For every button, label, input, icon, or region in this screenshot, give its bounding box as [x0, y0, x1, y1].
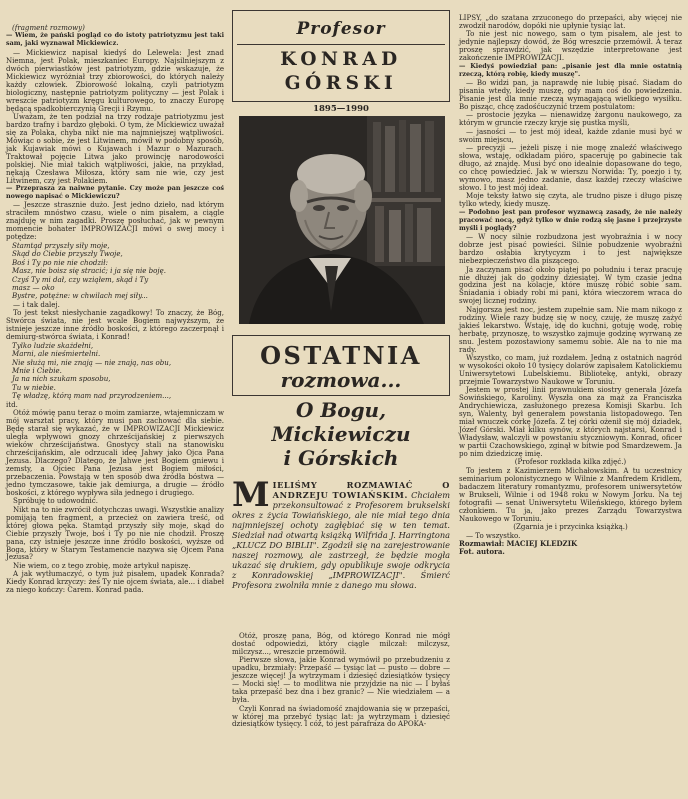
subtitle-line-1: O Bogu,	[295, 398, 387, 422]
verse-line: Tę władzę, którą mam nad przyrodzeniem...,	[12, 391, 172, 401]
paragraph: To nie jest nic nowego, sam o tym pisałem, ale jest to jedynie najlepszy dowód, że Bóg wreszcie przemówił. A teraz proszę sprawdzić, jak wszędzie interpretowane jest zakończenie IMPROWIZACJI.	[459, 29, 682, 63]
title-main: OSTATNIA	[260, 341, 422, 370]
question-paragraph: — Wiem, że pański pogląd co do istoty patriotyzmu jest taki sam, jaki wyznawał Mickiewicz.	[6, 31, 224, 48]
lead-caps: IELIŚMY ROZMAWIAĆ O ANDRZEJU TOWIAŃSKIM.	[272, 480, 450, 500]
verse-line: Boś i Ty po nie nie chodził:	[12, 257, 108, 267]
header-last-name: GÓRSKI	[284, 73, 398, 94]
paragraph: (Profesor rozkłada kilka zdjęć.)	[514, 457, 627, 467]
paragraph: — Mickiewicz napisał kiedyś do Lelewela: Jest znad Niemna, jest Polak, mieszkaniec Europy. Najsilniejszym z dwóch pierwiastków jest patriotyzm, gdzie wskazuje, że Mickiewicz wyróżniał trzy zbiorowości, do których należy każdy człowiek. Zbiorowość lokalną, czyli patriotyzm biologiczny, następnie patriotyzm polityczny — jest Polak i wreszcie patriotyzm kręgu kulturowego, to znaczy Europę będącą spadkobierczynią Grecji i Rzymu.	[6, 47, 224, 113]
paragraph: itd.	[6, 399, 18, 409]
lead-text: Chciałem przekonsultować z Profesorem brukselski okres z życia Towiańskiego, ale nie miał tego dnia najmniejszej ochoty zagłębiać się w ten temat. Siedział nad otwartą książką Wilfrida J. Harringtona „KLUCZ DO BIBLII". Zgodził się na zarejestrowanie naszej rozmowy, ale zastrzegł, że będzie mogła ukazać się drukiem, gdy opublikuje swoje odkrycia z Konradowskiej „IMPROWIZACJI". Śmierć Profesora zwolniła mnie z danego mu słowa.	[232, 490, 451, 590]
paragraph: Nie wiem, co z tego zrobię, może artykuł napiszę.	[13, 560, 191, 570]
paragraph: To jestem z Kazimierzem Michałowskim. A tu uczestnicy seminarium polonistycznego w Wilnie z Manfredem Kridlem, badaczem literatury romantyzmu, profesorem uniwersytetów w Brukseli, Wilnie i od 1948 roku w Nowym Jorku. Na tej fotografii — senat Uniwersytetu Wileńskiego, którego byłem członkiem. Tu ja, jako prezes Zarządu Towarzystwa Naukowego w Toruniu.	[459, 465, 682, 523]
paragraph: — i tak dalej.	[13, 299, 60, 309]
lead-paragraph	[232, 475, 451, 590]
subtitle-line-2: Mickiewiczu	[271, 422, 411, 446]
header-box	[232, 10, 450, 102]
paragraph: Spróbuję to udowodnić.	[13, 496, 98, 506]
paragraph: Otóż mówię panu teraz o moim zamiarze, wtajemniczam w mój warsztat pracy, który musi pan zachować dla siebie. Będę starał się wykazać, że w IMPROWIZACJI Mickiewicz uległa wpływowi gnozy chrześcijańskiej z pierwszych wieków chrześcijaństwa. Gnostycy stali na stanowisku chrześcijańskim, ale odrzucali ideę Jahwy jako Ojca Pana Jezusa. Dlaczego? Dlatego, że Jahwe jest Bogiem gniewu i zemsty, a Ojciec Pana Jezusa jest Bogiem miłości, przebaczenia. Powstają w ten sposób dwa źródła bóstwa — jedno tymczasowe, takie jak demiurga, a drugie — źródło boskości, z którego wypływa siła jednego i drugiego.	[6, 408, 224, 497]
verse-line: Skąd do Ciebie przyszły Twoje,	[12, 249, 123, 259]
paragraph: (Zgarnia je i przycinka książką.)	[513, 522, 628, 532]
paragraph: Jestem w prostej linii prawnukiem siostry generała Józefa Sowińskiego, Karoliny. Wyszła ona za mąż za Franciszka Andrychiewicza, zasłużonego prezesa Komisji Skarbu. Ich syn, Walenty, był generałem powstania listopadowego. Ten miał wnuczek córkę Józefa. Z tej córki ożenił się mój dziadek, Józef Górski. Miał kilku synów, z których najstarsi, Konrad i Władysław, walczyli w powstaniu styczniowym. Konrad, oficer w partii Czachowskiego, zginął w bitwie pod Smardzewem. Ja po nim dziedziczę imię.	[459, 385, 682, 458]
title-box	[232, 335, 450, 396]
paragraph: Nikt na to nie zwrócił dotychczas uwagi. Wszystkie analizy pomijają ten fragment, a przecież on zawiera treść, od której głowa pęka. Stamtąd przyszły siły moje, skąd do Ciebie przyszły Twoje, boś i Ty po nie nie chodził. Proszę pana, czy istnieje jeszcze inne źródło boskości, wyższe od Boga, który w Starym Testamencie nazywa się Ojcem Pana Jezusa?	[6, 504, 224, 562]
paragraph: — Bo widzi pan, ja naprawdę nie lubię pisać. Siadam do pisania wtedy, kiedy muszę, gdy mam coś do powiedzenia. Pisanie jest dla mnie rzeczą wymagającą wielkiego wysiłku. Bo pisząc, chcę zadośćuczynić trzem postulatom:	[459, 78, 682, 111]
verse-line: Tylko ludzie skażdełni,	[12, 340, 94, 350]
paragraph: — precyzji — jeżeli piszę i nie mogę znaleźć właściwego słowa, wstaję, odkładam pióro, spaceruję po gabinecie tak długo, aż znajdę. Musi być ono idealnie dopasowane do tego, co chcę powiedzieć. Jak w wierszu Norwida: Ty, poezjo i ty, wymowo, masz jedno zadanie, dasz każdej rzeczy właściwe słowo. I to jest mój ideał.	[459, 143, 682, 193]
paragraph: Wszystko, co mam, już rozdałem. Jedną z ostatnich nagród w wysokości około 10 tysięcy dolarów zapisałem Katolickiemu Uniwersytetowi Lubelskiemu. Bibliotekę, antyki, obrazy przejmie Towarzystwo Naukowe w Toruniu.	[459, 353, 682, 386]
paragraph: LIPSY, „do szatana zrzuconego do przepaści, aby więcej nie zwodził narodów, dopóki nie upłynie tysiąc lat.	[459, 13, 682, 30]
paragraph: Pierwsze słowa, jakie Konrad wymówił po przebudzeniu z upadku, brzmiały: Przepaść — tysiąc lat — pusto — dobre — jeszcze więcej! Ja wytrzymam i dziesięć dziesiątków tysięcy — Mocki się! — to modlitwa nie przyjdzie na nic — I byłaś taka przepaść bez dna i bez granic? — Nie wiedziałem — a była.	[232, 655, 450, 705]
header-first-name: KONRAD	[280, 49, 402, 70]
paragraph: — To wszystko.	[466, 530, 521, 540]
paragraph: — prostocie języka — nienawidzę żargonu naukowego, za którym w gruncie rzeczy kryje się pustka myśli,	[459, 110, 682, 128]
article-column-left	[6, 24, 224, 595]
verse-line: Tu w niebie.	[12, 382, 56, 392]
question-paragraph: — Podobno jest pan profesor wyznawcą zasady, że nie należy pracować nocą, gdyż tylko w dnie rodzą się jasne i przejrzyste myśli i poglądy?	[459, 207, 682, 232]
verse-line: (fragment rozmowy)	[12, 23, 85, 32]
divider	[237, 44, 445, 45]
question-paragraph: — Kiedyś powiedział pan: „pisanie jest dla mnie ostatnią rzeczą, którą robię, kiedy muszę".	[459, 61, 682, 78]
verse-line: masz — oko	[12, 283, 55, 292]
paragraph: A jak wytłumaczyć, o tym już pisałem, upadek Konrada? Kiedy Konrad krzyczy: żeś Ty nie ojcem świata, ale... i diabeł za niego kończy: Carem. Konrad pada.	[6, 569, 224, 595]
question-paragraph: — Przeprasza za naiwne pytanie. Czy może pan jeszcze coś nowego napisać o Mickiewiczu?	[6, 184, 224, 201]
title-second-line: rozmowa...	[280, 368, 402, 392]
paragraph: Najgorsza jest noc, jestem zupełnie sam. Nie mam nikogo z rodziny. Wiele razy budzę się w nocy, czuję, że muszę zażyć jakieś lekarstwo. Wstaję, idę do kuchni, gotuję wodę, robię herbatę, przynoszę, to wszystko zajmuje godzinę wyrwaną ze snu. Jestem pozostawiony samemu sobie. Ale na to nie ma rady.	[459, 304, 682, 354]
paragraph: — Jeszcze strasznie dużo. Jest jedno dzieło, nad którym straciłem mnóstwo czasu, wiele o nim pisałem, a ciągle znajduję w nim zagadki. Proszę posłuchać, jak w pewnym momencie bohater IMPROWIZACJI mówi o swej mocy i potędze:	[6, 200, 224, 242]
verse-line: Marni, ale nieśmiertelni.	[12, 349, 101, 359]
verse-line: Mnie i Ciebie.	[12, 366, 62, 376]
header-prefix: Profesor	[296, 19, 386, 39]
paragraph: Rozmawiał: MACIEJ KLEDZIK	[459, 538, 578, 548]
verse-line: Czyś Ty mi dał, czy wziąłem, skąd i Ty	[12, 274, 149, 284]
drop-cap: M	[232, 475, 270, 515]
paragraph: — jasności — to jest mój ideał, każde zdanie musi być w swoim miejscu,	[459, 126, 682, 144]
paragraph: Otóż, proszę pana, Bóg, od którego Konrad nie mógł dostać odpowiedzi, który ciągle milczał: milczysz, milczysz..., wreszcie przemówił.	[232, 631, 450, 656]
paragraph: — W nocy silnie rozbudzona jest wyobraźnia i w nocy dobrze jest pisać powieści. Silnie pobudzenie wyobraźni bardzo osłabia krytycyzm i to jest największe niebezpieczeństwo dla piszącego.	[459, 232, 682, 266]
header-years: 1895—1990	[313, 104, 369, 114]
article-column-right	[459, 14, 682, 557]
paragraph: Fot. autora.	[459, 547, 505, 557]
subtitle-line-3: i Górskich	[283, 446, 399, 470]
portrait-photo	[239, 116, 445, 324]
paragraph: Czyli Konrad na świadomość znajdowania się w przepaści, w której ma przebyć tysiąc lat: ja wytrzymam i dziesięć dziesiątków tysięcy. I cóż, to jest parafraza do APOKA-	[232, 703, 450, 729]
paragraph: Ja zaczynam pisać około piątej po południu i teraz pracuję nie dłużej jak do godziny dziesiątej. W tym czasie jedna godzina jest na kolacje, które muszę robić sobie sam. Śniadania i obiady robi mi pani, która wieczorem wraca do swojej licznej rodziny.	[459, 264, 682, 306]
verse-line: Nie służą mi, nie znają — nie znają, nas obu,	[12, 357, 172, 367]
verse-line: Ja na nich szukam sposobu,	[12, 374, 111, 384]
verse-line: Stamtąd przyszły siły moje,	[12, 240, 110, 250]
verse-line: Bystre, potężne: w chwilach mej siły...	[12, 291, 148, 301]
paragraph: Uważam, że ten podział na trzy rodzaje patriotyzmu jest bardzo trafny i bardzo głęboki. O tym, że Mickiewicz uważał się za Polaka, chyba nikt nie ma najmniejszej wątpliwości. Mówiąc o sobie, że jest Litwinem, mówił w podobny sposób, jak Kujawiak mówi o Kujawach i Mazur o Mazurach. Traktował pojęcie Litwa jako prowincję narodowości polskiej. Nie miał takich wątpliwości, jakie, na przykład, nękają Czesława Miłosza, który sam nie wie, czy jest Litwinem, czy jest Polakiem.	[6, 111, 224, 185]
verse-line: Masz, nie boisz się stracić; i ja się nie boję.	[12, 266, 167, 276]
paragraph: Moje teksty łatwo się czyta, ale trudno pisze i długo piszę tylko wtedy, kiedy muszę.	[459, 191, 682, 209]
article-column-center	[232, 632, 450, 729]
paragraph: To jest tekst niesłychanie zagadkowy! To znaczy, że Bóg, Stwórca świata, nie jest wcale Bogiem najwyższym, że istnieje jeszcze inne źródło boskości, z którego zaczerpnął i demiurg-stwórca świata, i Konrad!	[6, 308, 224, 342]
